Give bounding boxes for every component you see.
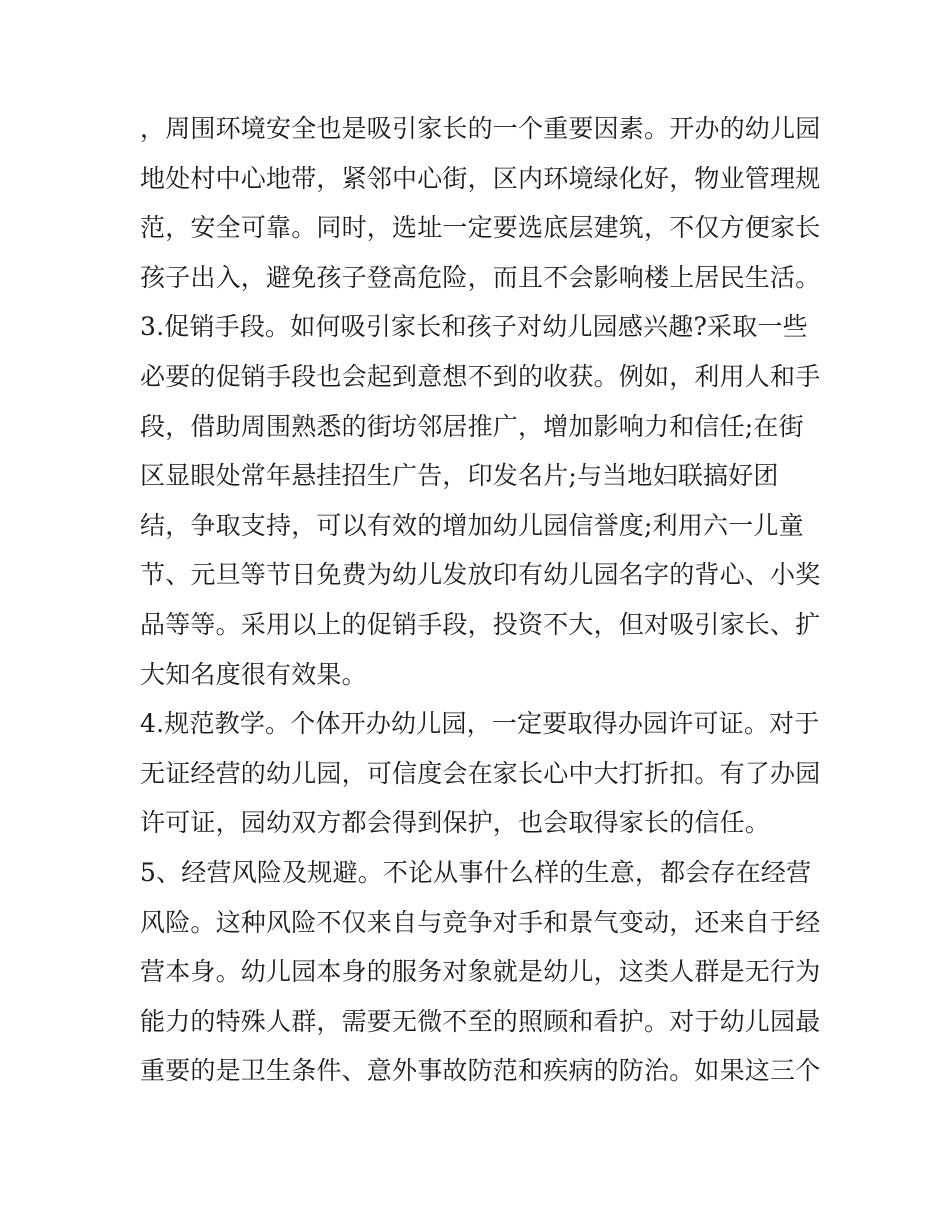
text-line-7: 段，借助周围熟悉的街坊邻居推广，增加影响力和信任;在街 (140, 411, 804, 441)
text-line-5: 3.促销手段。如何吸引家长和孩子对幼儿园感兴趣?采取一些 (140, 312, 808, 342)
text-line-20: 重要的是卫生条件、意外事故防范和疾病的防治。如果这三个 (140, 1056, 821, 1086)
text-line-6: 必要的促销手段也会起到意想不到的收获。例如，利用人和手 (140, 361, 821, 391)
text-line-14: 无证经营的幼儿园，可信度会在家长心中大打折扣。有了办园 (140, 758, 821, 788)
text-line-18: 营本身。幼儿园本身的服务对象就是幼儿，这类人群是无行为 (140, 957, 821, 987)
text-line-8: 区显眼处常年悬挂招生广告，印发名片;与当地妇联搞好团 (140, 461, 779, 491)
text-line-13: 4.规范教学。个体开办幼儿园，一定要取得办园许可证。对于 (140, 709, 820, 739)
text-line-16: 5、经营风险及规避。不论从事什么样的生意，都会存在经营 (140, 857, 812, 887)
text-line-15: 许可证，园幼双方都会得到保护，也会取得家长的信任。 (140, 808, 771, 838)
text-line-19: 能力的特殊人群，需要无微不至的照顾和看护。对于幼儿园最 (140, 1006, 821, 1036)
text-line-1: ，周围环境安全也是吸引家长的一个重要因素。开办的幼儿园 (140, 114, 821, 143)
text-line-3: 范，安全可靠。同时，选址一定要选底层建筑，不仅方便家长 (140, 213, 821, 243)
text-line-11: 品等等。采用以上的促销手段，投资不大，但对吸引家长、扩 (140, 609, 821, 639)
text-line-10: 节、元旦等节日免费为幼儿发放印有幼儿园名字的背心、小奖 (140, 560, 821, 590)
text-line-12: 大知名度很有效果。 (140, 659, 367, 689)
text-line-2: 地处村中心地带，紧邻中心街，区内环境绿化好，物业管理规 (140, 163, 821, 193)
text-line-4: 孩子出入，避免孩子登高危险，而且不会影响楼上居民生活。 (140, 262, 821, 292)
text-line-9: 结，争取支持，可以有效的增加幼儿园信誉度;利用六一儿童 (140, 510, 804, 540)
text-line-17: 风险。这种风险不仅来自与竞争对手和景气变动，还来自于经 (140, 907, 821, 937)
body-text (140, 104, 830, 1096)
